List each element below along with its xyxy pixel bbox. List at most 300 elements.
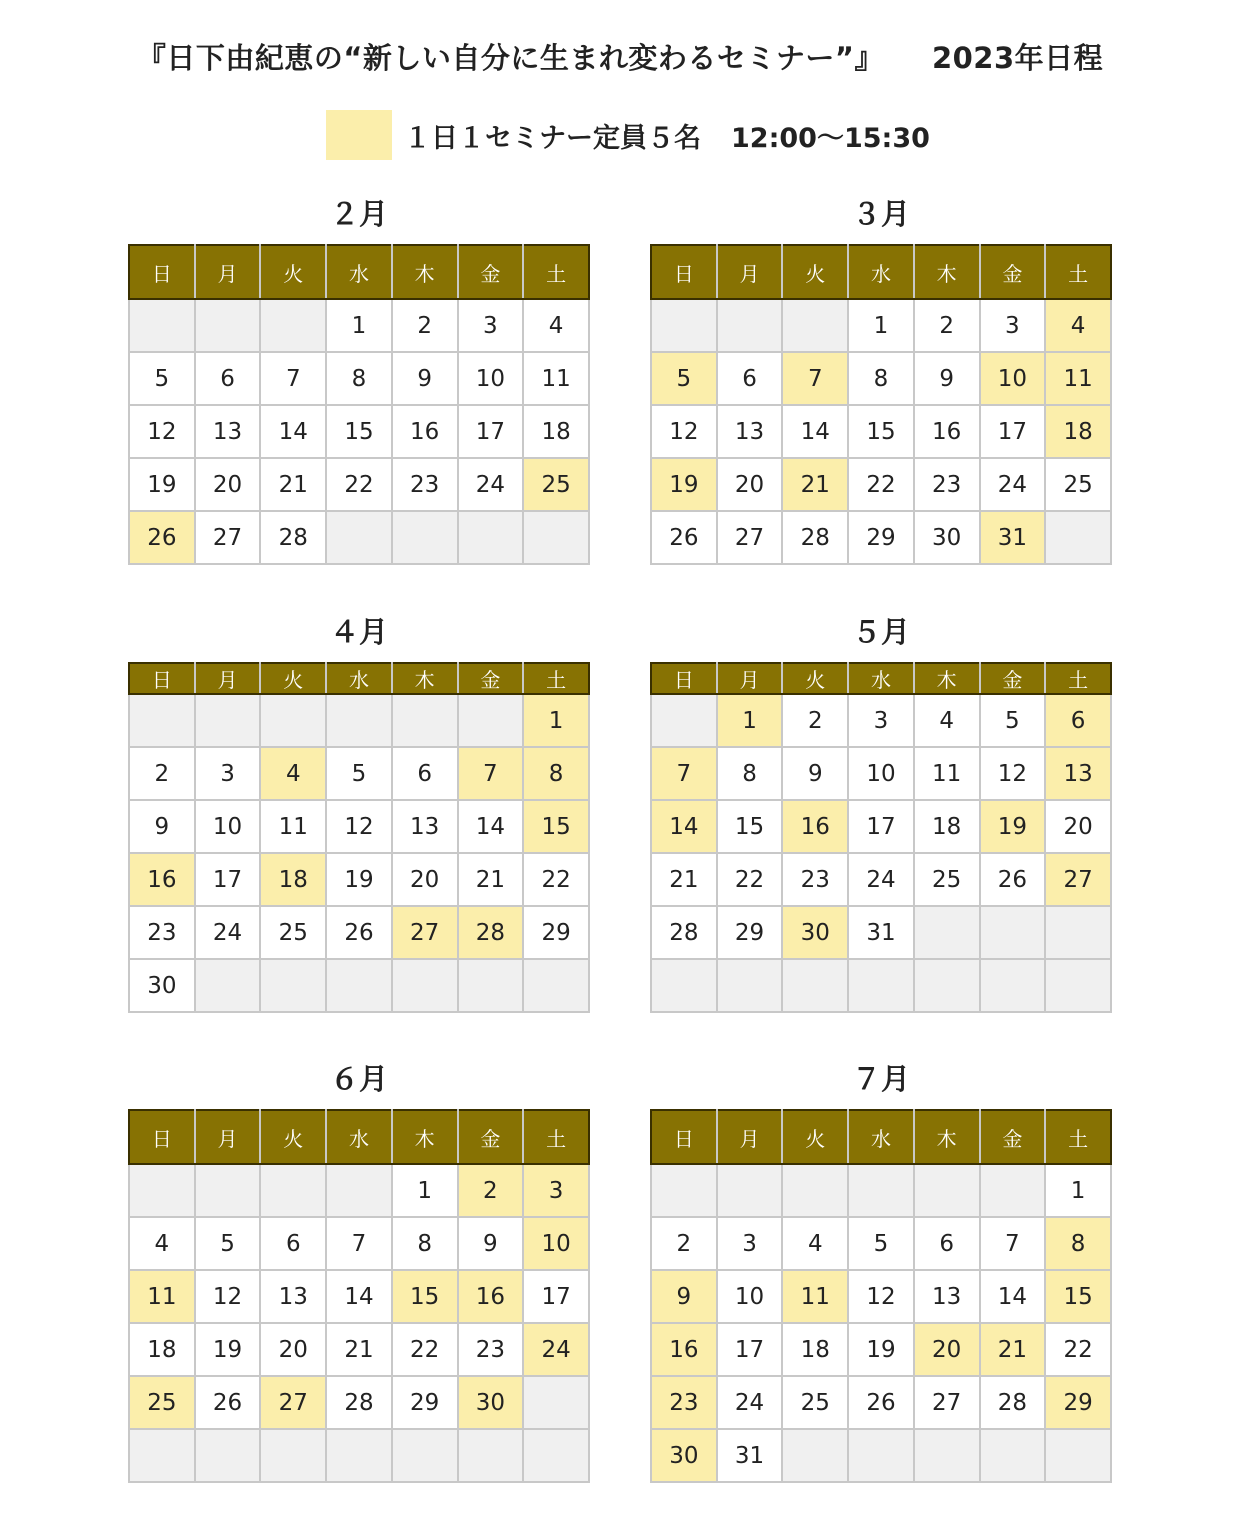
legend-swatch <box>326 110 392 160</box>
weekday-header: 金 <box>980 663 1046 694</box>
legend <box>326 110 930 160</box>
weekday-header: 水 <box>326 663 392 694</box>
empty-cell <box>260 694 326 747</box>
month-title: ５月 <box>851 615 910 649</box>
day-cell: 4 <box>1045 299 1111 352</box>
weekday-header: 日 <box>651 1110 717 1164</box>
empty-cell <box>260 959 326 1012</box>
day-cell: 18 <box>914 800 980 853</box>
day-cell: 13 <box>914 1270 980 1323</box>
day-cell: 4 <box>782 1217 848 1270</box>
day-cell: 4 <box>129 1217 195 1270</box>
day-cell: 16 <box>914 405 980 458</box>
empty-cell <box>260 1164 326 1217</box>
empty-cell <box>326 511 392 564</box>
weekday-header: 土 <box>523 1110 589 1164</box>
week-row <box>651 1270 1111 1323</box>
month-title: ６月 <box>329 1062 388 1096</box>
day-cell: 23 <box>392 458 458 511</box>
calendar-table <box>650 662 1112 1013</box>
empty-cell <box>1045 906 1111 959</box>
day-cell: 26 <box>848 1376 914 1429</box>
empty-cell <box>523 1376 589 1429</box>
day-cell: 11 <box>523 352 589 405</box>
calendar-table <box>650 244 1112 565</box>
day-cell: 10 <box>717 1270 783 1323</box>
day-cell: 29 <box>717 906 783 959</box>
week-row <box>651 1376 1111 1429</box>
day-cell: 6 <box>195 352 261 405</box>
day-cell: 31 <box>980 511 1046 564</box>
weekday-header: 火 <box>782 245 848 299</box>
empty-cell <box>717 959 783 1012</box>
day-cell: 18 <box>129 1323 195 1376</box>
day-cell: 5 <box>980 694 1046 747</box>
weekday-header-row <box>129 663 589 694</box>
day-cell: 20 <box>914 1323 980 1376</box>
day-cell: 22 <box>848 458 914 511</box>
empty-cell <box>458 959 524 1012</box>
empty-cell <box>129 694 195 747</box>
day-cell: 7 <box>980 1217 1046 1270</box>
day-cell: 17 <box>717 1323 783 1376</box>
month-apr <box>128 610 590 999</box>
week-row <box>651 959 1111 1012</box>
day-cell: 22 <box>326 458 392 511</box>
day-cell: 26 <box>651 511 717 564</box>
day-cell: 28 <box>651 906 717 959</box>
empty-cell <box>260 1429 326 1482</box>
day-cell: 6 <box>392 747 458 800</box>
empty-cell <box>326 694 392 747</box>
day-cell: 21 <box>326 1323 392 1376</box>
week-row <box>129 299 589 352</box>
day-cell: 9 <box>651 1270 717 1323</box>
day-cell: 19 <box>651 458 717 511</box>
empty-cell <box>326 1429 392 1482</box>
empty-cell <box>392 1429 458 1482</box>
day-cell: 5 <box>195 1217 261 1270</box>
empty-cell <box>651 694 717 747</box>
day-cell: 14 <box>782 405 848 458</box>
weekday-header: 日 <box>651 663 717 694</box>
day-cell: 26 <box>129 511 195 564</box>
week-row <box>129 405 589 458</box>
weekday-header: 土 <box>1045 663 1111 694</box>
empty-cell <box>326 959 392 1012</box>
day-cell: 27 <box>260 1376 326 1429</box>
day-cell: 5 <box>326 747 392 800</box>
week-row <box>651 405 1111 458</box>
week-row <box>651 1217 1111 1270</box>
empty-cell <box>782 1429 848 1482</box>
day-cell: 27 <box>392 906 458 959</box>
empty-cell <box>914 1164 980 1217</box>
empty-cell <box>523 959 589 1012</box>
day-cell: 10 <box>848 747 914 800</box>
day-cell: 7 <box>782 352 848 405</box>
weekday-header: 土 <box>523 663 589 694</box>
day-cell: 24 <box>980 458 1046 511</box>
day-cell: 30 <box>458 1376 524 1429</box>
day-cell: 21 <box>651 853 717 906</box>
month-title: ３月 <box>851 197 910 231</box>
day-cell: 23 <box>458 1323 524 1376</box>
empty-cell <box>651 299 717 352</box>
empty-cell <box>195 1164 261 1217</box>
day-cell: 6 <box>1045 694 1111 747</box>
weekday-header: 月 <box>717 1110 783 1164</box>
empty-cell <box>980 906 1046 959</box>
day-cell: 11 <box>129 1270 195 1323</box>
day-cell: 28 <box>326 1376 392 1429</box>
day-cell: 9 <box>458 1217 524 1270</box>
empty-cell <box>980 1429 1046 1482</box>
week-row <box>129 1217 589 1270</box>
week-row <box>129 853 589 906</box>
week-row <box>129 511 589 564</box>
day-cell: 20 <box>392 853 458 906</box>
day-cell: 18 <box>260 853 326 906</box>
weekday-header: 木 <box>392 663 458 694</box>
empty-cell <box>458 1429 524 1482</box>
day-cell: 2 <box>458 1164 524 1217</box>
day-cell: 8 <box>848 352 914 405</box>
month-mar <box>650 192 1112 551</box>
day-cell: 8 <box>523 747 589 800</box>
day-cell: 3 <box>458 299 524 352</box>
weekday-header: 月 <box>717 245 783 299</box>
day-cell: 23 <box>651 1376 717 1429</box>
empty-cell <box>717 1164 783 1217</box>
day-cell: 28 <box>260 511 326 564</box>
day-cell: 15 <box>848 405 914 458</box>
week-row <box>129 1164 589 1217</box>
weekday-header: 水 <box>848 245 914 299</box>
day-cell: 27 <box>195 511 261 564</box>
day-cell: 31 <box>717 1429 783 1482</box>
weekday-header: 月 <box>717 663 783 694</box>
day-cell: 13 <box>1045 747 1111 800</box>
weekday-header: 火 <box>260 1110 326 1164</box>
day-cell: 21 <box>782 458 848 511</box>
day-cell: 21 <box>260 458 326 511</box>
day-cell: 28 <box>458 906 524 959</box>
day-cell: 29 <box>1045 1376 1111 1429</box>
day-cell: 16 <box>782 800 848 853</box>
day-cell: 22 <box>1045 1323 1111 1376</box>
week-row <box>651 1164 1111 1217</box>
day-cell: 12 <box>195 1270 261 1323</box>
page-title <box>0 36 1240 77</box>
weekday-header: 金 <box>980 245 1046 299</box>
legend-text <box>404 116 930 155</box>
week-row <box>129 458 589 511</box>
week-row <box>129 352 589 405</box>
day-cell: 16 <box>129 853 195 906</box>
day-cell: 21 <box>980 1323 1046 1376</box>
empty-cell <box>782 959 848 1012</box>
day-cell: 7 <box>260 352 326 405</box>
day-cell: 2 <box>392 299 458 352</box>
day-cell: 7 <box>458 747 524 800</box>
weekday-header: 月 <box>195 663 261 694</box>
weekday-header: 日 <box>651 245 717 299</box>
day-cell: 8 <box>326 352 392 405</box>
legend-label: １日１セミナー定員５名 <box>404 122 701 154</box>
day-cell: 1 <box>392 1164 458 1217</box>
day-cell: 29 <box>848 511 914 564</box>
day-cell: 9 <box>392 352 458 405</box>
weekday-header: 水 <box>326 1110 392 1164</box>
weekday-header: 金 <box>458 663 524 694</box>
week-row <box>129 1323 589 1376</box>
week-row <box>129 800 589 853</box>
empty-cell <box>195 1429 261 1482</box>
weekday-header: 木 <box>392 1110 458 1164</box>
empty-cell <box>326 1164 392 1217</box>
day-cell: 3 <box>523 1164 589 1217</box>
month-feb <box>128 192 590 551</box>
empty-cell <box>523 1429 589 1482</box>
day-cell: 18 <box>782 1323 848 1376</box>
day-cell: 26 <box>195 1376 261 1429</box>
day-cell: 20 <box>717 458 783 511</box>
day-cell: 17 <box>523 1270 589 1323</box>
day-cell: 17 <box>848 800 914 853</box>
month-jul <box>650 1057 1112 1469</box>
empty-cell <box>195 299 261 352</box>
day-cell: 13 <box>195 405 261 458</box>
day-cell: 14 <box>260 405 326 458</box>
empty-cell <box>195 694 261 747</box>
weekday-header: 月 <box>195 245 261 299</box>
day-cell: 11 <box>1045 352 1111 405</box>
weekday-header: 木 <box>392 245 458 299</box>
day-cell: 2 <box>651 1217 717 1270</box>
empty-cell <box>782 299 848 352</box>
week-row <box>651 1323 1111 1376</box>
day-cell: 20 <box>260 1323 326 1376</box>
day-cell: 3 <box>195 747 261 800</box>
empty-cell <box>980 1164 1046 1217</box>
day-cell: 9 <box>782 747 848 800</box>
week-row <box>129 959 589 1012</box>
week-row <box>651 458 1111 511</box>
day-cell: 12 <box>980 747 1046 800</box>
day-cell: 22 <box>523 853 589 906</box>
empty-cell <box>392 511 458 564</box>
week-row <box>651 800 1111 853</box>
calendar-table <box>128 1109 590 1483</box>
day-cell: 25 <box>782 1376 848 1429</box>
weekday-header: 水 <box>848 663 914 694</box>
day-cell: 22 <box>392 1323 458 1376</box>
day-cell: 23 <box>782 853 848 906</box>
day-cell: 28 <box>980 1376 1046 1429</box>
weekday-header: 水 <box>326 245 392 299</box>
day-cell: 17 <box>980 405 1046 458</box>
day-cell: 24 <box>458 458 524 511</box>
week-row <box>651 694 1111 747</box>
day-cell: 26 <box>980 853 1046 906</box>
day-cell: 3 <box>980 299 1046 352</box>
day-cell: 14 <box>326 1270 392 1323</box>
week-row <box>651 511 1111 564</box>
day-cell: 7 <box>326 1217 392 1270</box>
week-row <box>651 906 1111 959</box>
day-cell: 17 <box>458 405 524 458</box>
week-row <box>651 747 1111 800</box>
day-cell: 25 <box>260 906 326 959</box>
month-jun <box>128 1057 590 1416</box>
day-cell: 12 <box>651 405 717 458</box>
day-cell: 4 <box>260 747 326 800</box>
day-cell: 26 <box>326 906 392 959</box>
weekday-header: 金 <box>458 245 524 299</box>
day-cell: 1 <box>848 299 914 352</box>
day-cell: 27 <box>717 511 783 564</box>
week-row <box>129 1270 589 1323</box>
day-cell: 31 <box>848 906 914 959</box>
seminar-title: 『日下由紀恵の“新しい自分に生まれ変わるセミナー”』 <box>136 41 884 75</box>
week-row <box>129 747 589 800</box>
week-row <box>129 1376 589 1429</box>
day-cell: 15 <box>523 800 589 853</box>
day-cell: 27 <box>914 1376 980 1429</box>
day-cell: 29 <box>523 906 589 959</box>
day-cell: 1 <box>717 694 783 747</box>
weekday-header: 木 <box>914 1110 980 1164</box>
weekday-header: 土 <box>523 245 589 299</box>
weekday-header: 火 <box>260 245 326 299</box>
day-cell: 2 <box>129 747 195 800</box>
day-cell: 1 <box>523 694 589 747</box>
empty-cell <box>1045 1429 1111 1482</box>
day-cell: 30 <box>651 1429 717 1482</box>
calendar-table <box>128 244 590 565</box>
empty-cell <box>129 1429 195 1482</box>
calendar-table <box>650 1109 1112 1483</box>
day-cell: 25 <box>129 1376 195 1429</box>
weekday-header: 土 <box>1045 1110 1111 1164</box>
empty-cell <box>914 1429 980 1482</box>
weekday-header-row <box>651 1110 1111 1164</box>
weekday-header: 月 <box>195 1110 261 1164</box>
day-cell: 11 <box>260 800 326 853</box>
legend-time: 12:00〜15:30 <box>731 122 930 154</box>
day-cell: 11 <box>782 1270 848 1323</box>
week-row <box>129 694 589 747</box>
empty-cell <box>392 694 458 747</box>
weekday-header: 木 <box>914 663 980 694</box>
day-cell: 20 <box>1045 800 1111 853</box>
month-title: ４月 <box>329 615 388 649</box>
empty-cell <box>195 959 261 1012</box>
empty-cell <box>129 1164 195 1217</box>
week-row <box>651 299 1111 352</box>
day-cell: 30 <box>782 906 848 959</box>
weekday-header: 火 <box>782 663 848 694</box>
day-cell: 19 <box>326 853 392 906</box>
calendar-table <box>128 662 590 1013</box>
empty-cell <box>980 959 1046 1012</box>
day-cell: 8 <box>1045 1217 1111 1270</box>
weekday-header-row <box>129 1110 589 1164</box>
day-cell: 24 <box>848 853 914 906</box>
empty-cell <box>782 1164 848 1217</box>
day-cell: 22 <box>717 853 783 906</box>
weekday-header: 日 <box>129 663 195 694</box>
empty-cell <box>458 511 524 564</box>
empty-cell <box>1045 959 1111 1012</box>
month-title: ２月 <box>329 197 388 231</box>
empty-cell <box>848 1429 914 1482</box>
day-cell: 25 <box>914 853 980 906</box>
day-cell: 10 <box>980 352 1046 405</box>
day-cell: 15 <box>392 1270 458 1323</box>
day-cell: 2 <box>914 299 980 352</box>
day-cell: 15 <box>326 405 392 458</box>
day-cell: 7 <box>651 747 717 800</box>
day-cell: 25 <box>523 458 589 511</box>
day-cell: 6 <box>717 352 783 405</box>
weekday-header: 日 <box>129 1110 195 1164</box>
day-cell: 29 <box>392 1376 458 1429</box>
day-cell: 23 <box>914 458 980 511</box>
day-cell: 16 <box>651 1323 717 1376</box>
week-row <box>651 853 1111 906</box>
day-cell: 14 <box>458 800 524 853</box>
empty-cell <box>260 299 326 352</box>
weekday-header: 木 <box>914 245 980 299</box>
day-cell: 13 <box>392 800 458 853</box>
day-cell: 19 <box>848 1323 914 1376</box>
day-cell: 4 <box>914 694 980 747</box>
week-row <box>651 1429 1111 1482</box>
empty-cell <box>523 511 589 564</box>
day-cell: 14 <box>651 800 717 853</box>
week-row <box>651 352 1111 405</box>
day-cell: 13 <box>717 405 783 458</box>
day-cell: 18 <box>1045 405 1111 458</box>
day-cell: 16 <box>392 405 458 458</box>
empty-cell <box>1045 511 1111 564</box>
weekday-header-row <box>129 245 589 299</box>
day-cell: 3 <box>848 694 914 747</box>
weekday-header: 土 <box>1045 245 1111 299</box>
week-row <box>129 1429 589 1482</box>
day-cell: 14 <box>980 1270 1046 1323</box>
day-cell: 23 <box>129 906 195 959</box>
weekday-header: 火 <box>260 663 326 694</box>
day-cell: 15 <box>1045 1270 1111 1323</box>
day-cell: 3 <box>717 1217 783 1270</box>
day-cell: 13 <box>260 1270 326 1323</box>
day-cell: 12 <box>848 1270 914 1323</box>
day-cell: 10 <box>458 352 524 405</box>
day-cell: 18 <box>523 405 589 458</box>
day-cell: 8 <box>392 1217 458 1270</box>
day-cell: 9 <box>129 800 195 853</box>
empty-cell <box>717 299 783 352</box>
weekday-header-row <box>651 245 1111 299</box>
weekday-header-row <box>651 663 1111 694</box>
week-row <box>129 906 589 959</box>
day-cell: 5 <box>848 1217 914 1270</box>
day-cell: 12 <box>326 800 392 853</box>
day-cell: 27 <box>1045 853 1111 906</box>
